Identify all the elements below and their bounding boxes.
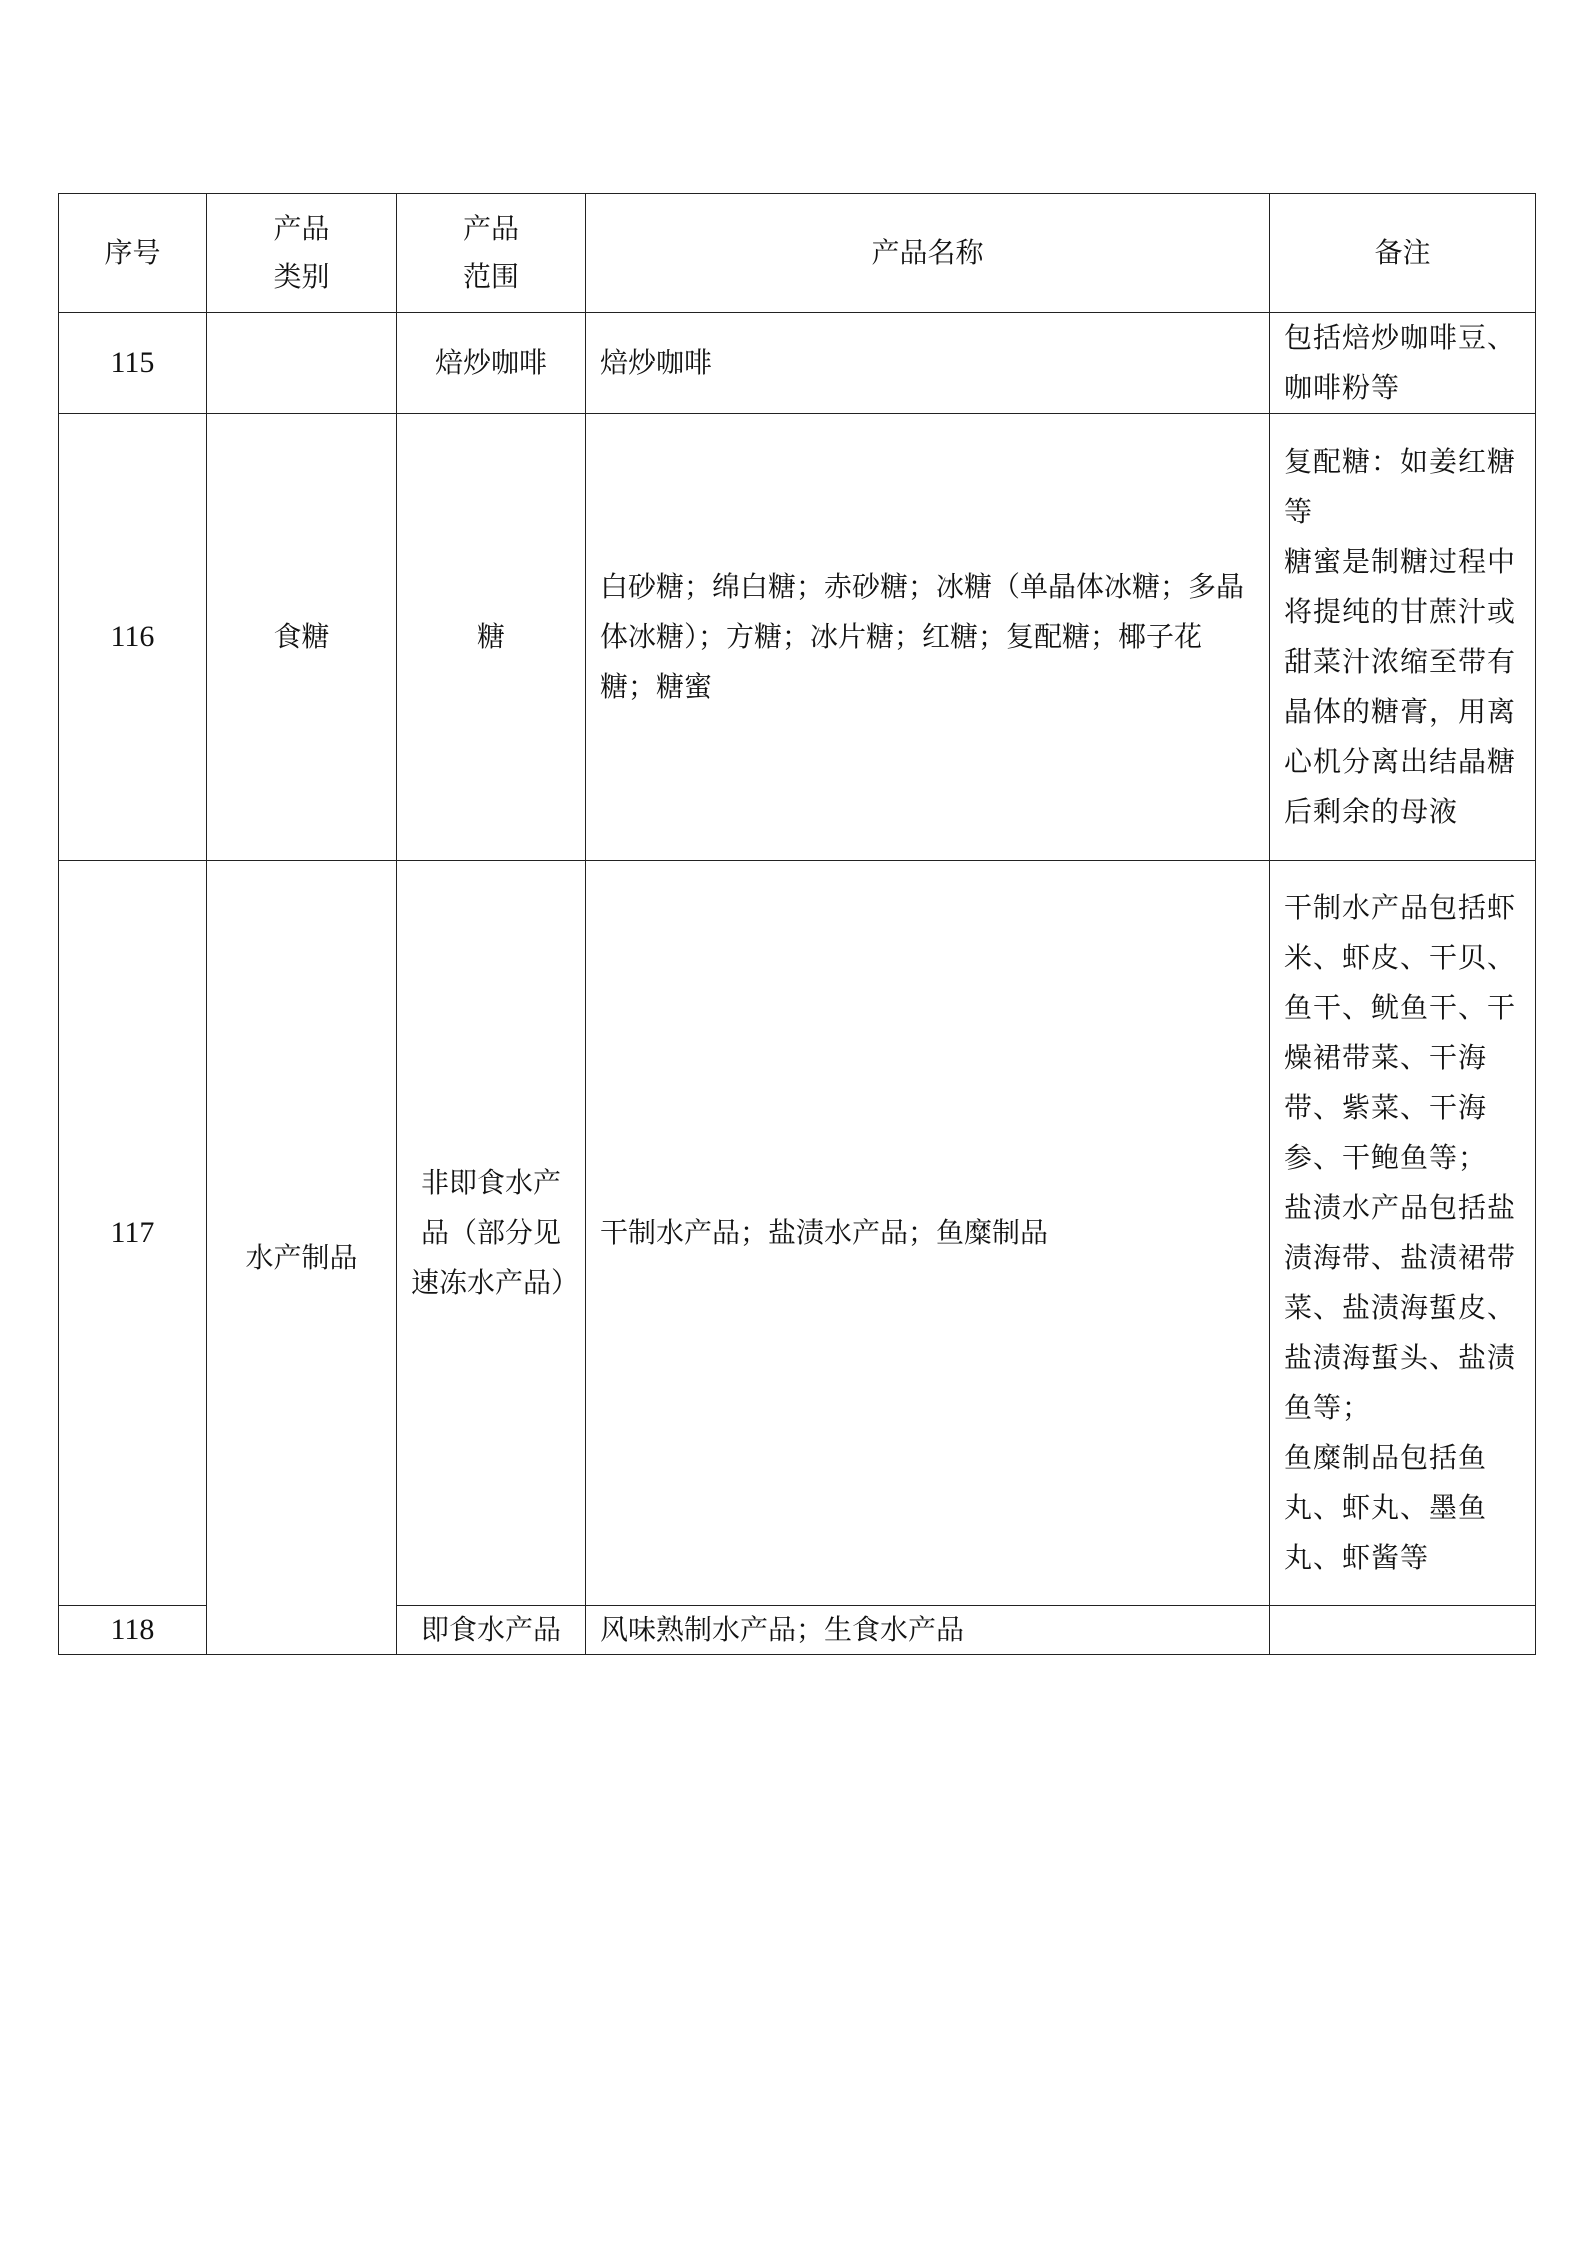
- row-category: 食糖: [207, 414, 397, 861]
- note-paragraph: 糖蜜是制糖过程中将提纯的甘蔗汁或甜菜汁浓缩至带有晶体的糖膏，用离心机分离出结晶糖后剩余的母液: [1284, 545, 1517, 828]
- table-row: [59, 313, 1536, 414]
- row-number: 117: [59, 861, 207, 1606]
- header-category-line2: 类别: [273, 260, 330, 293]
- row-scope: 糖: [397, 414, 586, 861]
- product-catalog-table: [58, 193, 1536, 1655]
- row-product-name: 白砂糖；绵白糖；赤砂糖；冰糖（单晶体冰糖；多晶体冰糖）；方糖；冰片糖；红糖；复配糖；椰子花糖；糖蜜: [586, 414, 1270, 861]
- row-number: 118: [59, 1606, 207, 1655]
- row-note: [1270, 1606, 1536, 1655]
- note-paragraph: 复配糖：如姜红糖等: [1284, 445, 1517, 528]
- header-scope: [397, 194, 586, 313]
- header-category-line1: 产品: [273, 212, 330, 245]
- table-row: [59, 414, 1536, 861]
- note-paragraph: 盐渍水产品包括盐渍海带、盐渍裙带菜、盐渍海蜇皮、盐渍海蜇头、盐渍鱼等；: [1284, 1191, 1517, 1424]
- table-header-row: [59, 194, 1536, 313]
- row-note: [1270, 414, 1536, 861]
- row-scope: 非即食水产品（部分见速冻水产品）: [397, 861, 586, 1606]
- row-product-name: 风味熟制水产品；生食水产品: [586, 1606, 1270, 1655]
- header-category: [207, 194, 397, 313]
- row-note: [1270, 861, 1536, 1606]
- row-category: 水产制品: [207, 861, 397, 1655]
- header-scope-line1: 产品: [462, 212, 519, 245]
- note-paragraph: 干制水产品包括虾米、虾皮、干贝、鱼干、鱿鱼干、干燥裙带菜、干海带、紫菜、干海参、干鲍鱼等；: [1284, 891, 1517, 1174]
- header-name: 产品名称: [586, 194, 1270, 313]
- note-paragraph: 鱼糜制品包括鱼丸、虾丸、墨鱼丸、虾酱等: [1284, 1441, 1488, 1574]
- row-note: 包括焙炒咖啡豆、咖啡粉等: [1270, 313, 1536, 414]
- header-scope-line2: 范围: [462, 260, 519, 293]
- header-num: 序号: [59, 194, 207, 313]
- table-row: [59, 861, 1536, 1606]
- row-scope: 焙炒咖啡: [397, 313, 586, 414]
- row-product-name: 干制水产品；盐渍水产品；鱼糜制品: [586, 861, 1270, 1606]
- row-number: 115: [59, 313, 207, 414]
- row-product-name: 焙炒咖啡: [586, 313, 1270, 414]
- row-category: [207, 313, 397, 414]
- row-number: 116: [59, 414, 207, 861]
- header-note: 备注: [1270, 194, 1536, 313]
- row-scope: 即食水产品: [397, 1606, 586, 1655]
